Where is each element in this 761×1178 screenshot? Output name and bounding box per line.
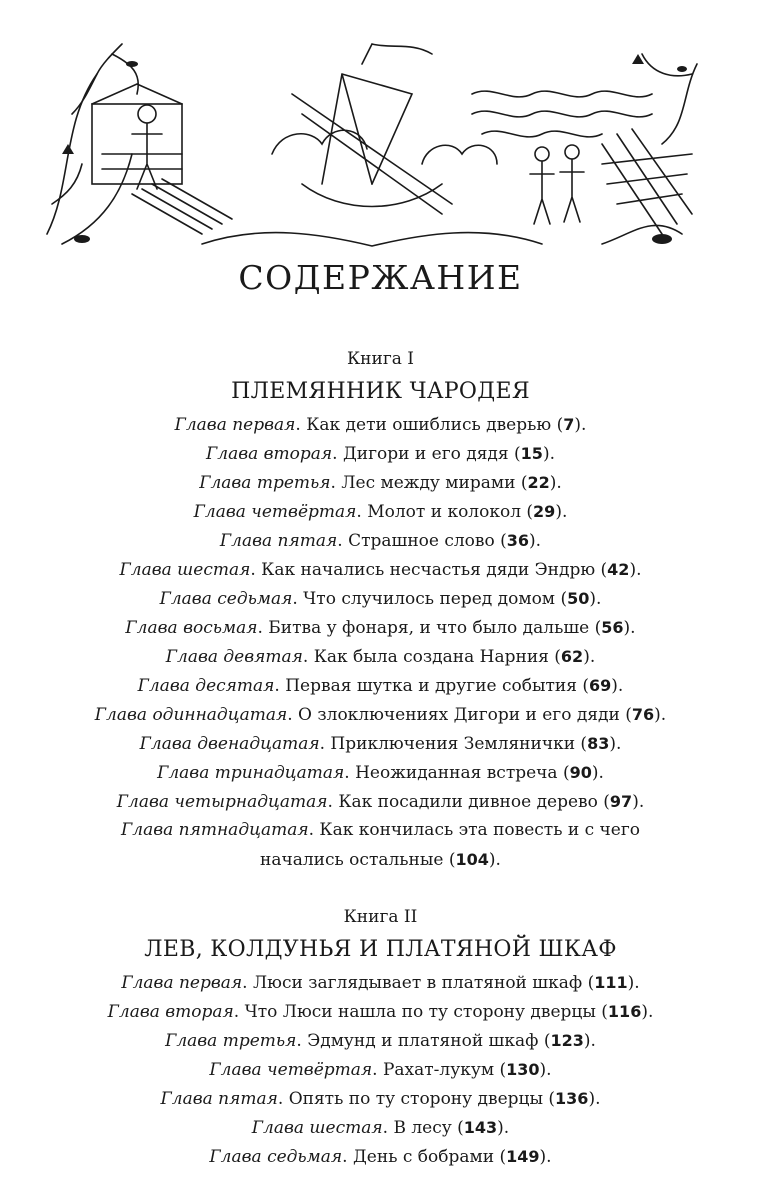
chapter-title: Как начались несчастья дяди Эндрю (261, 560, 596, 580)
toc-entry: Глава пятая. Страшное слово (36). (219, 531, 542, 551)
chapter-name: Глава шестая (119, 560, 251, 580)
chapter-title: Как посадили дивное дерево (338, 792, 598, 812)
toc-entry: Глава пятнадцатая. Как кончилась эта повесть и с чего начались остальные (104). (121, 820, 640, 870)
chapter-title: Как дети ошиблись дверью (306, 415, 552, 435)
page-title: СОДЕРЖАНИЕ (238, 258, 523, 297)
chapter-page: 83 (587, 734, 610, 753)
chapter-name: Глава третья (199, 473, 331, 493)
toc-entry: Глава третья. Лес между мирами (22). (199, 473, 562, 493)
toc-entry: Глава четвёртая. Рахат-лукум (130). (209, 1060, 552, 1080)
chapter-title: Дигори и его дядя (342, 444, 509, 464)
chapter-name: Глава вторая (107, 1002, 234, 1022)
book-1-section (0, 344, 761, 874)
toc-entry: Глава двенадцатая. Приключения Землянички (83). (139, 734, 622, 754)
chapter-title: Что случилось перед домом (303, 589, 556, 609)
chapter-page: 123 (550, 1031, 584, 1050)
book-label: Книга I (347, 349, 414, 369)
chapter-title: Битва у фонаря, и что было дальше (268, 618, 590, 638)
chapter-page: 62 (560, 647, 584, 666)
toc-entry: Глава первая. Люси заглядывает в платяной шкаф (111). (121, 973, 640, 993)
chapter-name: Глава третья (165, 1031, 297, 1051)
toc-entry: Глава вторая. Что Люси нашла по ту сторону дверцы (116). (107, 1002, 654, 1022)
toc-entry: Глава вторая. Дигори и его дядя (15). (206, 444, 555, 464)
chapter-title: Неожиданная встреча (355, 763, 558, 783)
chapter-page: 29 (533, 502, 556, 521)
chapter-name: Глава пятая (160, 1089, 278, 1109)
chapter-page: 42 (607, 560, 630, 579)
chapter-title: Приключения Землянички (330, 734, 576, 754)
chapter-name: Глава четвёртая (209, 1060, 373, 1080)
chapter-title: Что Люси нашла по ту сторону дверцы (244, 1002, 596, 1022)
chapter-page: 69 (589, 676, 612, 695)
chapter-name: Глава тринадцатая (157, 763, 345, 783)
chapter-title: Опять по ту сторону дверцы (288, 1089, 543, 1109)
chapter-title: О злоключениях Дигори и его дяди (298, 705, 620, 725)
chapter-title: День с бобрами (352, 1147, 495, 1167)
toc-entry: Глава одиннадцатая. О злоключениях Дигори и его дяди (76). (94, 705, 667, 725)
chapter-name: Глава восьмая (125, 618, 258, 638)
chapter-page: 136 (555, 1089, 589, 1108)
toc-entry: Глава седьмая. Что случилось перед домом (50). (159, 589, 602, 609)
chapter-title: В лесу (393, 1118, 452, 1138)
book-label: Книга II (343, 907, 418, 927)
chapter-page: 7 (563, 415, 575, 434)
chapter-name: Глава первая (174, 415, 296, 435)
toc-entry: Глава шестая. В лесу (143). (251, 1118, 510, 1138)
chapter-page: 15 (520, 444, 543, 463)
chapter-page: 90 (569, 763, 592, 782)
chapter-title: Эдмунд и платяной шкаф (307, 1031, 539, 1051)
chapter-name: Глава шестая (251, 1118, 383, 1138)
chapter-title: Первая шутка и другие события (285, 676, 577, 696)
chapter-name: Глава четвёртая (193, 502, 357, 522)
toc-entry: Глава шестая. Как начались несчастья дяди Эндрю (42). (119, 560, 642, 580)
chapter-name: Глава пятнадцатая (121, 820, 309, 840)
chapter-page: 104 (455, 850, 489, 869)
toc-entry: Глава четвёртая. Молот и колокол (29). (193, 502, 568, 522)
toc-entry: Глава четырнадцатая. Как посадили дивное дерево (97). (116, 792, 645, 812)
chapter-page: 22 (527, 473, 550, 492)
chapter-page: 97 (609, 792, 633, 811)
chapter-page: 56 (601, 618, 624, 637)
chapter-name: Глава седьмая (209, 1147, 343, 1167)
chapter-name: Глава первая (121, 973, 243, 993)
toc-entry: Глава первая. Как дети ошиблись дверью (7). (174, 415, 587, 435)
chapter-page: 36 (506, 531, 530, 550)
chapter-page: 130 (506, 1060, 540, 1079)
chapter-name: Глава двенадцатая (139, 734, 320, 754)
chapter-name: Глава девятая (165, 647, 303, 667)
book-title: ПЛЕМЯННИК ЧАРОДЕЯ (231, 379, 530, 404)
chapter-page: 50 (567, 589, 590, 608)
chapter-title: Рахат-лукум (382, 1060, 495, 1080)
chapter-title: Страшное слово (348, 531, 495, 551)
chapter-page: 149 (506, 1147, 540, 1166)
toc-entry: Глава третья. Эдмунд и платяной шкаф (123). (165, 1031, 596, 1051)
chapter-title: Как кончилась эта повесть и с чего (319, 820, 640, 840)
toc-entry: Глава восьмая. Битва у фонаря, и что было дальше (56). (125, 618, 636, 638)
chapter-name: Глава пятая (219, 531, 338, 551)
chapter-name: Глава вторая (206, 444, 333, 464)
chapter-title: Люси заглядывает в платяной шкаф (252, 973, 583, 993)
toc-entry: Глава десятая. Первая шутка и другие события (69). (137, 676, 624, 696)
chapter-name: Глава седьмая (159, 589, 293, 609)
chapter-title: Молот и колокол (367, 502, 521, 522)
chapter-title: Лес между мирами (341, 473, 516, 493)
chapter-page: 116 (607, 1002, 642, 1021)
ornamental-headpiece-illustration (42, 34, 702, 252)
chapter-page: 76 (631, 705, 655, 724)
toc-entry: Глава седьмая. День с бобрами (149). (209, 1147, 552, 1167)
book-title: ЛЕВ, КОЛДУНЬЯ И ПЛАТЯНОЙ ШКАФ (144, 937, 617, 962)
chapter-page: 111 (594, 973, 628, 992)
toc-entry: Глава пятая. Опять по ту сторону дверцы (136). (160, 1089, 601, 1109)
book-2-section (0, 902, 761, 1171)
chapter-name: Глава десятая (137, 676, 275, 696)
toc-entry: Глава тринадцатая. Неожиданная встреча (90). (157, 763, 604, 783)
chapter-name: Глава четырнадцатая (116, 792, 328, 812)
chapter-title-continued: начались остальные (260, 850, 444, 870)
chapter-name: Глава одиннадцатая (94, 705, 288, 725)
toc-entry: Глава девятая. Как была создана Нарния (62). (165, 647, 596, 667)
chapter-title: Как была создана Нарния (313, 647, 549, 667)
chapter-page: 143 (463, 1118, 498, 1137)
